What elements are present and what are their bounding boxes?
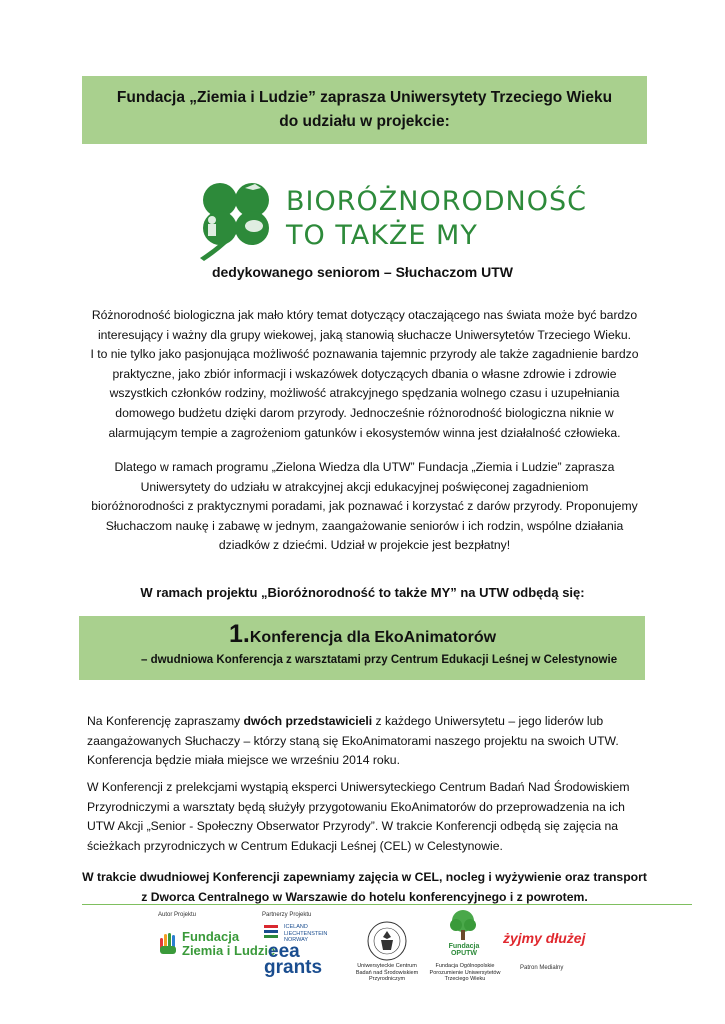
intro-paragraph: [82, 306, 647, 443]
eea-countries: ICELAND LIECHTENSTEIN NORWAY: [284, 924, 328, 943]
conference-title: [229, 620, 496, 649]
author-name-1: Fundacja: [182, 929, 240, 944]
author-name-2: Ziemia i Ludzie: [182, 943, 276, 958]
eea-line-1: eea: [268, 941, 300, 962]
conference-banner: [79, 616, 645, 680]
clover-logo-icon: [190, 170, 282, 262]
details-line: Przyrodniczymi a warsztaty będą służyły przygotowaniu EkoAnimatorów do przeprowadzenia na ich: [87, 799, 625, 814]
program-line: Dlatego w ramach programu „Zielona Wiedza dla UTW” Fundacja „Ziemia i Ludzie” zaprasza: [114, 460, 615, 474]
conference-title-text: Konferencja dla EkoAnimatorów: [249, 629, 497, 646]
oputw-name: Fundacja OPUTW: [448, 943, 480, 957]
subtitle: dedykowanego seniorom – Słuchaczom UTW: [211, 264, 514, 280]
conference-number: 1.: [229, 620, 250, 648]
closing-line: W trakcie dwudniowej Konferencji zapewniamy zajęcia w CEL, nocleg i wyżywienie oraz transport: [82, 870, 647, 884]
program-line: Uniwersytety do udziału w atrakcyjnej akcji edukacyjnej poświęconej zagadnieniom: [140, 479, 589, 494]
invite-bold: dwóch przedstawicieli: [243, 714, 373, 728]
oputw-tree-icon: [446, 908, 480, 942]
media-patron-logo: żyjmy dłużej: [503, 930, 586, 946]
invite-line: [87, 712, 647, 732]
conference-details-paragraph: [87, 778, 647, 856]
invite-post: z każdego Uniwersytetu – jego liderów lub: [372, 714, 604, 728]
closing-paragraph: [82, 868, 647, 907]
project-logo: [190, 170, 587, 262]
details-line: W Konferencji z prelekcjami wystąpią eksperci Uniwersyteckiego Centrum Badań Nad Środowiskiem: [87, 780, 630, 794]
invite-line: Konferencja będzie miała miejsce we wrześniu 2014 roku.: [87, 753, 400, 768]
media-patron-label: Patron Medialny: [520, 965, 564, 971]
conference-subtitle: – dwudniowa Konferencja z warsztatami przy Centrum Edukacji Leśnej w Celestynowie: [141, 654, 618, 666]
header-line-1: Fundacja „Ziemia i Ludzie” zaprasza Uniwersytety Trzeciego Wieku: [116, 89, 613, 106]
eea-stripes-icon: [264, 924, 280, 940]
program-line: bioróżnorodności z praktycznymi poradami, jak poznawać i korzystać z darów przyrody. Proponujemy: [91, 499, 638, 514]
details-line: ścieżkach przyrodniczych w Centrum Edukacji Leśnej (CEL) w Celestynowie.: [87, 838, 503, 853]
program-line: dziadków z dziećmi. Udział w projekcie jest bezpłatny!: [218, 538, 511, 553]
intro-line: interesujący i ważny dla grupy wiekowej, jaką stanowią słuchacze Uniwersytetów Trzeciego Wieku.: [97, 327, 632, 342]
intro-line: domowego budżetu dzięki darom przyrody. Jednocześnie różnorodność biologiczna niknie w: [115, 405, 614, 420]
intro-line: I to nie tylko jako pasjonująca możliwość poznawania tajemnic przyrody ale także zagadnienie bardzo: [90, 347, 639, 362]
details-line: UTW Akcji „Senior - Społeczny Obserwator Przyrody”. W trakcie Konferencji odbędą się zajęcia na: [87, 819, 619, 834]
logo-title-line-2: TO TAKŻE MY: [286, 220, 478, 251]
closing-line: z Dworca Centralnego w Warszawie do hotelu konferencyjnego i z powrotem.: [141, 889, 588, 904]
intro-line: alarmującym tempie a zagrożeniom gatunków i ekosystemów winna jest działalność człowieka.: [108, 425, 621, 440]
hand-logo-icon: [158, 930, 180, 956]
invite-line: zaangażowanych Słuchaczy – którzy staną się EkoAnimatorami naszego projektu na swoich UTW.: [87, 733, 619, 748]
footer-divider: [82, 904, 692, 905]
partners-label: Partnerzy Projektu: [262, 912, 312, 918]
conference-invite-paragraph: [87, 712, 647, 771]
author-label: Autor Projektu: [158, 912, 197, 918]
intro-line: wszystkich członków rodziny, możliwość atrakcyjnego spędzania wolnego czasu i uzupełniania: [109, 386, 620, 401]
university-seal-icon: [366, 920, 408, 962]
intro-line: praktyczne, jako zbiór informacji i wskazówek dotyczących dbania o własne zdrowie i zdrowie: [112, 366, 617, 381]
intro-line: Różnorodność biologiczna jak mało który temat dotyczący otaczającego nas świata może być bardzo: [91, 308, 638, 322]
section-title: W ramach projektu „Bioróżnorodność to także MY” na UTW odbędą się:: [140, 585, 585, 600]
header-banner: [82, 76, 647, 144]
header-line-2: do udziału w projekcie:: [279, 113, 450, 130]
program-line: Słuchaczom naukę i zabawę w jednym, zaangażowanie seniorów i ich rodzin, wspólne działania: [105, 518, 624, 533]
logo-title-line-1: BIORÓŻNORODNOŚĆ: [286, 186, 587, 217]
university-caption: Uniwersyteckie Centrum Badań nad Środowiskiem Przyrodniczym: [355, 963, 419, 982]
program-paragraph: [82, 458, 647, 556]
invite-pre: Na Konferencję zapraszamy: [87, 714, 244, 728]
eea-line-2: grants: [264, 957, 323, 978]
oputw-caption: Fundacja Ogólnopolskie Porozumienie Uniwersytetów Trzeciego Wieku: [429, 963, 501, 982]
